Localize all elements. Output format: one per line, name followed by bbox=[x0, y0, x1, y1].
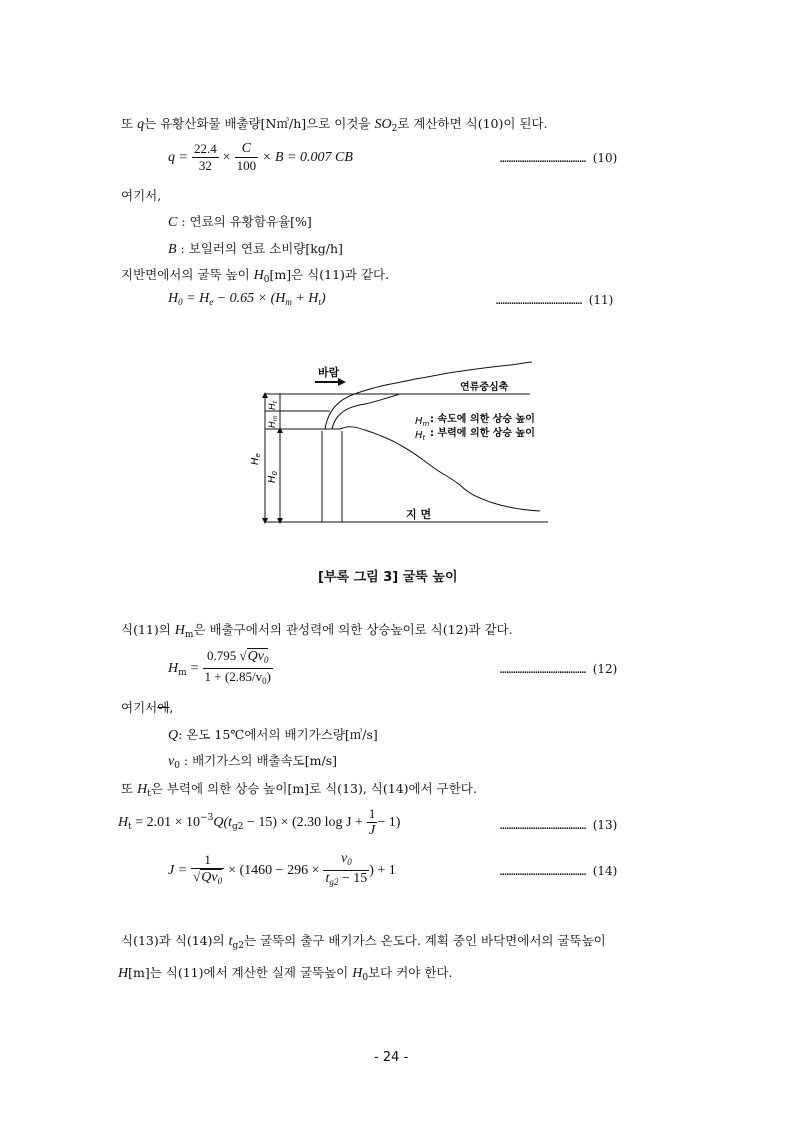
ht-legend: : 부력에 의한 상승 높이 bbox=[430, 428, 535, 439]
text: 는 굴뚝의 출구 배기가스 온도다. 계획 중인 바닥면에서의 굴뚝높이 bbox=[243, 933, 606, 948]
text: [m]은 식(11)과 같다. bbox=[269, 267, 390, 282]
t: − 0.65 × (H bbox=[213, 291, 286, 306]
page-number: - 24 - bbox=[374, 1050, 409, 1065]
num: 1 bbox=[191, 852, 224, 869]
dots: ………………………………… bbox=[496, 294, 583, 307]
sub: m bbox=[285, 297, 292, 307]
t: = 2.01 × 10 bbox=[131, 815, 201, 830]
paragraph-conclusion-line2 bbox=[118, 963, 452, 983]
definition-c bbox=[168, 212, 312, 231]
plume-lower-edge bbox=[340, 427, 540, 511]
d: ) bbox=[266, 669, 271, 684]
text: 지반면에서의 굴뚝 높이 bbox=[121, 267, 254, 282]
text: 로 계산하면 식(10)이 된다. bbox=[397, 116, 548, 131]
text: : 보일러의 연료 소비량[kg/h] bbox=[176, 241, 343, 256]
fraction bbox=[367, 806, 378, 839]
t: H bbox=[168, 291, 179, 306]
sym: H bbox=[253, 268, 264, 283]
d: t bbox=[325, 871, 330, 886]
t: = H bbox=[182, 291, 210, 306]
hm-legend: : 속도에 의한 상승 높이 bbox=[430, 414, 535, 425]
fraction bbox=[192, 141, 219, 174]
sym: H bbox=[118, 966, 129, 981]
sym: v bbox=[168, 754, 175, 769]
definition-b bbox=[168, 239, 343, 258]
hm-label: $H_m$ bbox=[268, 415, 279, 428]
den bbox=[203, 669, 273, 689]
dots: ………………………………… bbox=[500, 819, 587, 832]
text: [m]는 식(11)에서 계산한 실제 굴뚝높이 bbox=[128, 965, 353, 980]
text: 식(11)의 bbox=[121, 622, 175, 637]
he-arrow-top bbox=[262, 392, 268, 398]
t: Q(t bbox=[213, 815, 232, 830]
n: v bbox=[340, 851, 348, 866]
t: − 15) × (2.30 log J + bbox=[243, 815, 363, 830]
num: 0.795 $√Qv_0$ bbox=[203, 648, 273, 669]
figure-caption: [부록 그림 3] 굴뚝 높이 bbox=[318, 570, 458, 585]
wind-arrow-head bbox=[338, 378, 346, 386]
t: × (1460 − 296 × bbox=[228, 863, 320, 878]
eq-tail: × B = 0.007 CB bbox=[262, 150, 353, 165]
sub: 0 bbox=[263, 655, 269, 665]
sub: g2 bbox=[329, 877, 339, 887]
den: 100 bbox=[236, 158, 257, 173]
t: ) + 1 bbox=[369, 863, 396, 878]
text: 또 bbox=[121, 781, 138, 796]
sym: Q bbox=[168, 728, 179, 743]
equation-13 bbox=[118, 806, 400, 839]
text: , bbox=[169, 700, 174, 715]
equals: = bbox=[190, 661, 199, 676]
den bbox=[323, 871, 369, 890]
sym: B bbox=[168, 242, 177, 257]
stack-height-figure bbox=[240, 355, 560, 535]
num bbox=[323, 851, 369, 871]
sub: 0 bbox=[262, 676, 267, 686]
sub: 0 bbox=[178, 297, 183, 307]
sub: t bbox=[147, 789, 151, 799]
sub: 0 bbox=[347, 857, 352, 867]
lhs: J = bbox=[168, 863, 188, 878]
eq-number: (14) bbox=[592, 864, 618, 878]
ht-legend-sym: $H_t$ bbox=[415, 430, 426, 442]
t: + H bbox=[291, 291, 319, 306]
dots: ………………………………… bbox=[500, 865, 587, 878]
ht-label: $H_t$ bbox=[268, 400, 279, 410]
num: C bbox=[235, 141, 259, 158]
where-label: 여기서, bbox=[121, 188, 162, 203]
text: 보다 커야 한다. bbox=[368, 965, 453, 980]
where-label-2 bbox=[121, 698, 173, 716]
exp: −3 bbox=[200, 813, 214, 823]
text: : 연료의 유황함유율[%] bbox=[177, 214, 312, 229]
sub: 0 bbox=[362, 973, 369, 983]
sub: t bbox=[318, 297, 321, 307]
radicand bbox=[247, 648, 269, 664]
text: : 온도 15℃에서의 배기가스량[㎥/s] bbox=[178, 727, 378, 742]
text: 식(13)과 식(14)의 bbox=[121, 933, 229, 948]
wind-label: 바람 bbox=[318, 366, 340, 379]
axis-label: 연류중심축 bbox=[460, 382, 509, 393]
dots: ………………………………… bbox=[500, 663, 587, 676]
num: 22.4 bbox=[193, 141, 217, 156]
text: : 배기가스의 배출속도[m/s] bbox=[179, 753, 337, 768]
sub: 0 bbox=[263, 275, 270, 285]
paragraph-conclusion-line1 bbox=[121, 931, 606, 951]
t: ) bbox=[320, 291, 326, 306]
he-label: $H_e$ bbox=[250, 453, 262, 465]
times: × bbox=[222, 150, 231, 165]
den: J bbox=[368, 823, 376, 838]
text: 은 부력에 의한 상승 높이[m]로 식(13), 식(14)에서 구한다. bbox=[150, 781, 477, 796]
var-q: q bbox=[137, 117, 145, 132]
text: 여기서 bbox=[121, 700, 158, 715]
sub: m bbox=[178, 668, 187, 678]
sym: H bbox=[352, 966, 363, 981]
paragraph-hm bbox=[121, 620, 513, 640]
h0-label: $H_0$ bbox=[267, 471, 279, 483]
r: Qv bbox=[247, 649, 264, 664]
equation-12-number bbox=[500, 662, 617, 676]
h0-arrow-bottom bbox=[277, 518, 283, 524]
equation-11 bbox=[168, 291, 326, 307]
fraction bbox=[203, 648, 273, 689]
sub: t bbox=[128, 822, 132, 832]
den: 32 bbox=[198, 158, 212, 173]
eq-number: (13) bbox=[592, 818, 618, 832]
paragraph-stack-height bbox=[121, 265, 389, 285]
r: Qv bbox=[201, 870, 218, 885]
hm-legend-sym: $H_m$ bbox=[415, 416, 430, 428]
sym: C bbox=[168, 215, 178, 230]
sym: H bbox=[174, 623, 185, 638]
equation-12 bbox=[168, 648, 273, 689]
struck-text: 에 bbox=[157, 700, 170, 715]
fraction bbox=[235, 141, 259, 174]
sub: m bbox=[184, 630, 194, 640]
paragraph-sulfur-emission bbox=[121, 114, 548, 134]
sub: 2 bbox=[391, 124, 398, 134]
plume-centerline bbox=[332, 394, 400, 429]
equation-10-number bbox=[500, 151, 617, 165]
equation-14-number bbox=[500, 864, 617, 878]
sub: g2 bbox=[232, 941, 244, 951]
lhs: H bbox=[168, 661, 179, 676]
ground-label: 지 면 bbox=[406, 508, 432, 521]
d: − 15 bbox=[338, 871, 368, 886]
he-arrow-bottom bbox=[262, 518, 268, 524]
text: 는 유황산화물 배출량[N㎥/h]으로 이것을 bbox=[144, 116, 375, 131]
sub: g2 bbox=[232, 822, 244, 832]
equation-14 bbox=[168, 851, 396, 890]
eq-number: (10) bbox=[592, 151, 618, 165]
lhs: H bbox=[118, 815, 129, 830]
equation-10 bbox=[168, 141, 353, 174]
sub: e bbox=[209, 297, 214, 307]
eq-number: (12) bbox=[592, 662, 618, 676]
den: $√Qv_0$ bbox=[193, 869, 223, 886]
eq-lhs: q = bbox=[168, 150, 188, 165]
radicand bbox=[200, 869, 222, 885]
sym: H bbox=[137, 782, 148, 797]
definition-v0 bbox=[168, 751, 337, 771]
sub: 0 bbox=[217, 876, 223, 886]
dots: ………………………………… bbox=[500, 152, 587, 165]
equation-13-number bbox=[500, 818, 617, 832]
fraction bbox=[191, 852, 224, 889]
sub: 0 bbox=[174, 761, 180, 771]
eq-number: (11) bbox=[588, 293, 614, 307]
paragraph-ht bbox=[121, 779, 477, 799]
d: 1 + (2.85/v bbox=[204, 669, 263, 684]
num: 1 bbox=[368, 806, 376, 821]
t: − 1) bbox=[377, 815, 401, 830]
text: 은 배출구에서의 관성력에 의한 상승높이로 식(12)과 같다. bbox=[193, 622, 513, 637]
text: 또 bbox=[121, 116, 138, 131]
definition-q bbox=[168, 725, 378, 744]
coef: 0.795 bbox=[207, 648, 237, 663]
equation-11-number bbox=[496, 293, 613, 307]
fraction bbox=[323, 851, 369, 890]
var-so: SO bbox=[374, 117, 392, 132]
sym: t bbox=[228, 934, 233, 949]
